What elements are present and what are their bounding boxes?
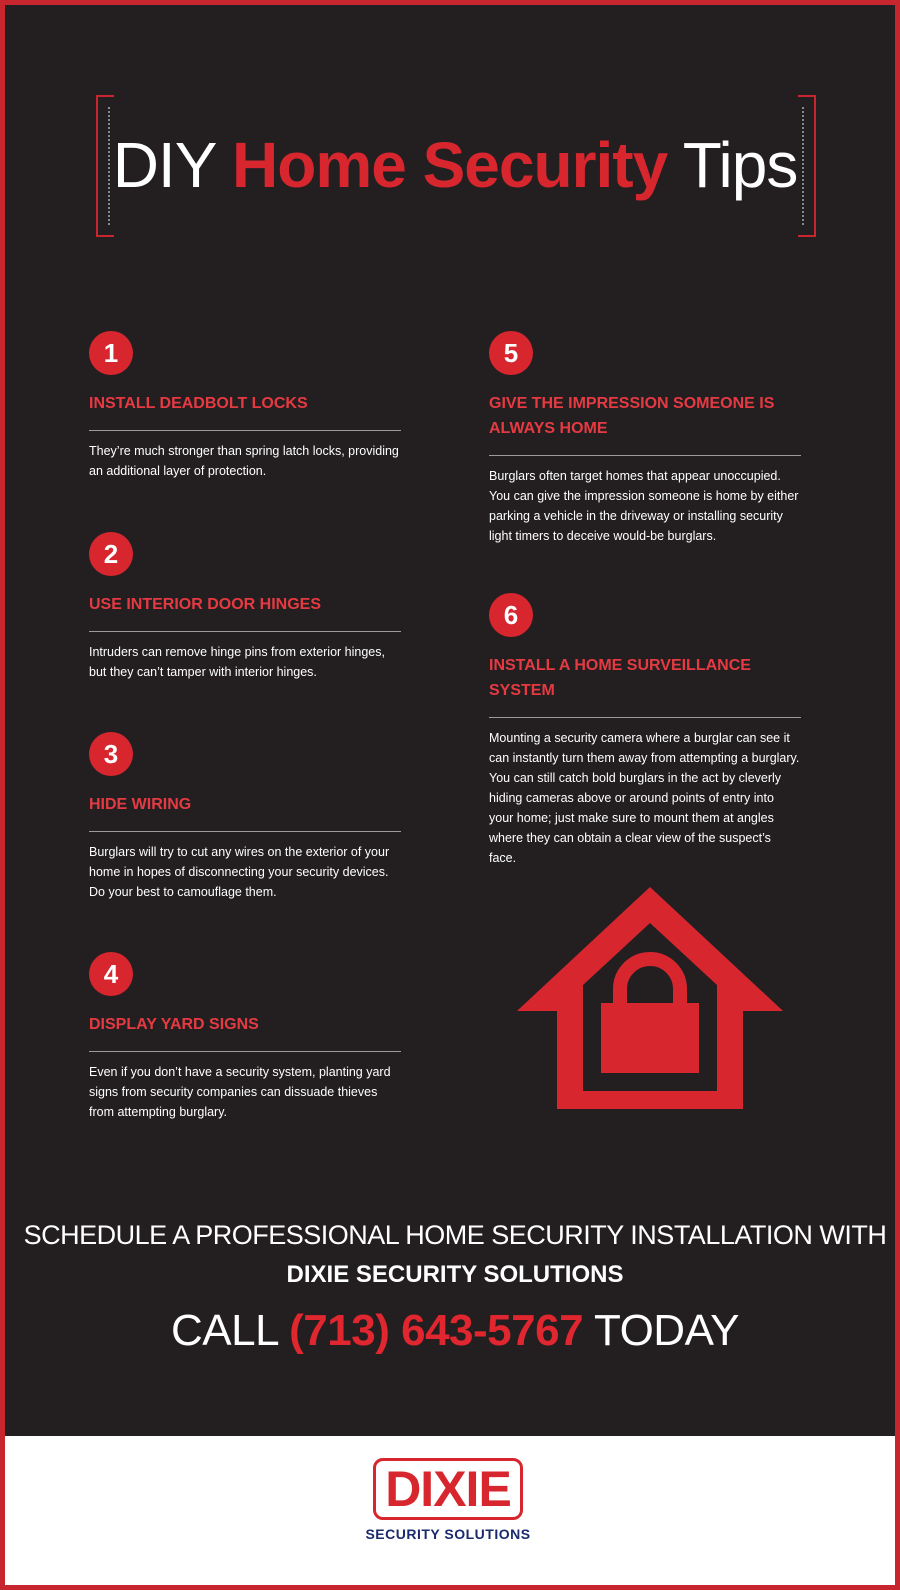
tip-heading: INSTALL A HOME SURVEILLANCE SYSTEM <box>489 657 751 699</box>
title-suffix: Tips <box>682 129 798 201</box>
tip-2 <box>89 532 401 682</box>
tip-5 <box>489 331 801 546</box>
tip-body: Intruders can remove hinge pins from exterior hinges, but they can’t tamper with interior hinges. <box>89 645 385 679</box>
logo-subtitle: SECURITY SOLUTIONS <box>365 1526 531 1542</box>
tip-3 <box>89 732 401 902</box>
tip-heading: INSTALL DEADBOLT LOCKS <box>89 395 308 412</box>
tip-body: They’re much stronger than spring latch locks, providing an additional layer of protection. <box>89 444 399 478</box>
tip-number-badge: 4 <box>89 952 133 996</box>
cta-company: DIXIE SECURITY SOLUTIONS <box>286 1261 624 1288</box>
divider <box>89 430 401 431</box>
divider <box>489 717 801 718</box>
call-suffix: TODAY <box>593 1306 739 1355</box>
tip-heading: DISPLAY YARD SIGNS <box>89 1016 259 1033</box>
tip-6 <box>489 593 801 868</box>
tip-body: Even if you don’t have a security system, planting yard signs from security companies can dissuade thieves from attempting burglary. <box>89 1065 391 1119</box>
logo-wordmark: DIXIE <box>385 1461 511 1517</box>
title-highlight: Home Security <box>232 129 668 201</box>
footer <box>5 1436 895 1585</box>
cta-call <box>5 1303 900 1359</box>
divider <box>489 455 801 456</box>
tip-heading: GIVE THE IMPRESSION SOMEONE IS ALWAYS HOME <box>489 395 775 437</box>
tip-heading: HIDE WIRING <box>89 796 192 813</box>
house-lock-icon <box>515 885 785 1111</box>
phone-number[interactable]: (713) 643-5767 <box>289 1306 584 1355</box>
tip-number-badge: 6 <box>489 593 533 637</box>
divider <box>89 1051 401 1052</box>
tip-1 <box>89 331 401 481</box>
divider <box>89 631 401 632</box>
tip-body: Mounting a security camera where a burglar can see it can instantly turn them away from attempting a burglary. You can still catch bold burglars in the act by cleverly hiding cameras above or around points of entry into your home; just make sure to mount them at angles where they can obtain a clear view of the suspect’s face. <box>489 731 800 865</box>
tip-number-badge: 5 <box>489 331 533 375</box>
dixie-logo[interactable] <box>365 1458 531 1568</box>
tip-body: Burglars will try to cut any wires on the exterior of your home in hopes of disconnecting your security devices. Do your best to camouflage them. <box>89 845 390 899</box>
title-prefix: DIY <box>112 129 216 201</box>
cta-headline: SCHEDULE A PROFESSIONAL HOME SECURITY INSTALLATION WITH <box>23 1220 887 1250</box>
tip-4 <box>89 952 401 1122</box>
tip-body: Burglars often target homes that appear unoccupied. You can give the impression someone is home by either parking a vehicle in the driveway or installing security light timers to deceive would-be burglars. <box>489 469 799 543</box>
divider <box>89 831 401 832</box>
call-prefix: CALL <box>170 1306 278 1355</box>
tip-number-badge: 1 <box>89 331 133 375</box>
tip-heading: USE INTERIOR DOOR HINGES <box>89 596 322 613</box>
tip-number-badge: 2 <box>89 532 133 576</box>
page-title <box>5 125 900 205</box>
tip-number-badge: 3 <box>89 732 133 776</box>
